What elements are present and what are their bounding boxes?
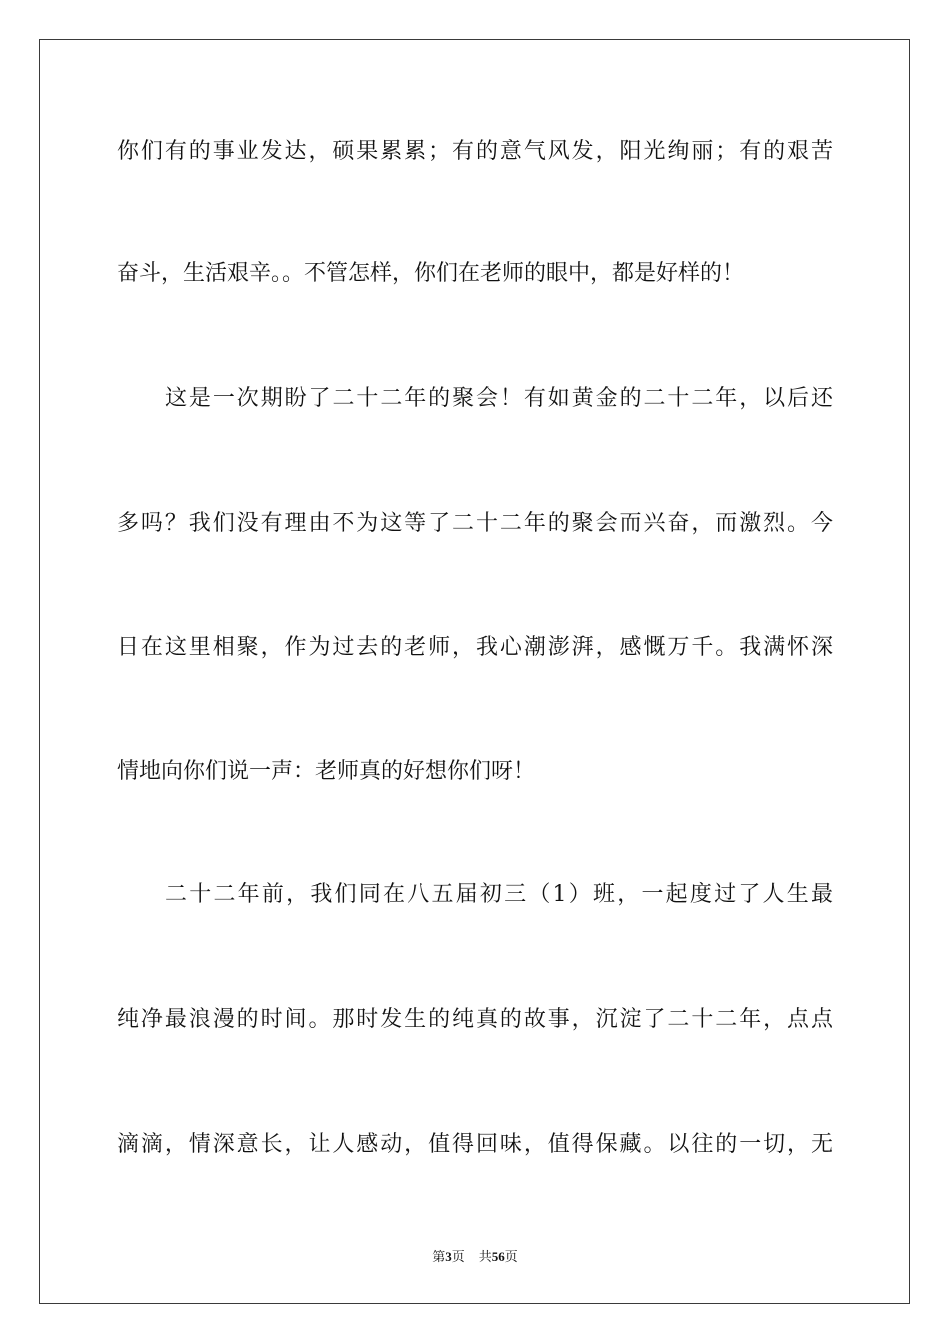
- body-text-line: 纯净最浪漫的时间。那时发生的纯真的故事，沉淀了二十二年，点点: [117, 1007, 833, 1032]
- footer-page-suffix: 页: [451, 1250, 465, 1265]
- body-text-line: 多吗？我们没有理由不为这等了二十二年的聚会而兴奋，而激烈。今: [117, 511, 833, 536]
- footer-page-number: 3: [445, 1249, 452, 1264]
- footer-total-pages: 56: [491, 1249, 505, 1264]
- page-border: [39, 39, 910, 1304]
- body-text-line: 情地向你们说一声：老师真的好想你们呀！: [117, 759, 536, 784]
- footer-page-prefix: 第: [432, 1250, 446, 1265]
- body-text-line: 奋斗，生活艰辛。。不管怎样，你们在老师的眼中，都是好样的！: [117, 261, 745, 286]
- body-text-line: 这是一次期盼了二十二年的聚会！有如黄金的二十二年，以后还: [165, 386, 833, 411]
- page-footer: [0, 1248, 950, 1267]
- footer-total-prefix: 共: [478, 1250, 492, 1265]
- body-text-line: 滴滴，情深意长，让人感动，值得回味，值得保藏。以往的一切，无: [117, 1132, 833, 1157]
- body-text-line: 日在这里相聚，作为过去的老师，我心潮澎湃，感慨万千。我满怀深: [117, 635, 833, 660]
- body-text-line: 二十二年前，我们同在八五届初三（1）班，一起度过了人生最: [165, 882, 833, 907]
- body-text-line: 你们有的事业发达，硕果累累；有的意气风发，阳光绚丽；有的艰苦: [117, 139, 833, 164]
- footer-total-suffix: 页: [504, 1250, 518, 1265]
